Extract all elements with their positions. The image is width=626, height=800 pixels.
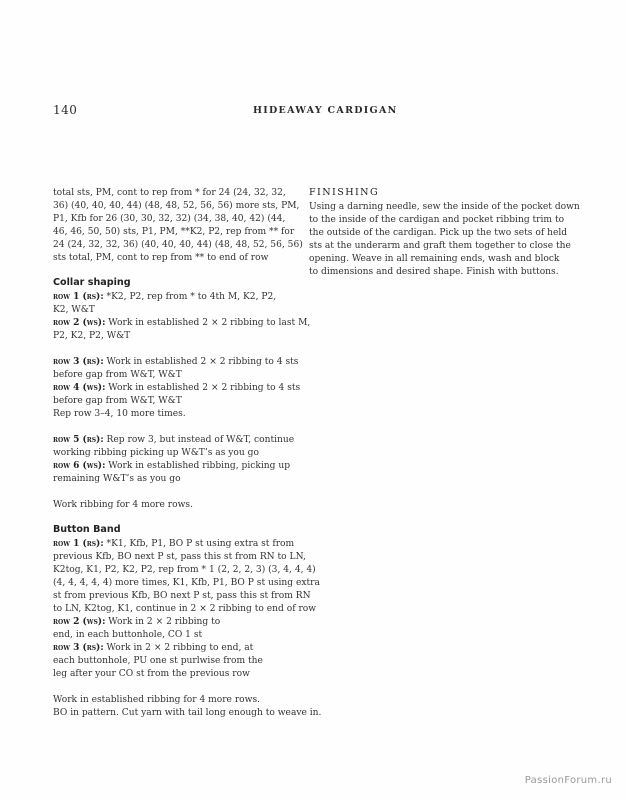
intro-line: 36) (40, 40, 40, 44) (48, 48, 52, 56, 56) more sts, PM, (53, 201, 300, 211)
intro-line: P1, Kfb for 26 (30, 30, 32, 32) (34, 38, 40, 42) (44, (53, 214, 286, 224)
finishing-line: the outside of the cardigan. Pick up the two sets of held (309, 228, 568, 238)
row-text: end, in each buttonhole, CO 1 st (53, 630, 203, 640)
button-band-heading: Button Band (53, 524, 121, 535)
row-label: row 3 (rs): (53, 643, 104, 653)
row-text: st from previous Kfb, BO next P st, pass this st from RN (53, 591, 311, 601)
row-text: K2tog, K1, P2, K2, P2, rep from * 1 (2, 2, 2, 3) (3, 4, 4, 4) (53, 565, 316, 575)
finishing-line: sts at the underarm and graft them together to close the (309, 241, 571, 251)
finishing-line: to dimensions and desired shape. Finish with buttons. (309, 267, 559, 277)
intro-line: 46, 46, 50, 50) sts, P1, PM, **K2, P2, rep from ** for (53, 227, 295, 237)
row-text: K2, W&T (53, 305, 95, 315)
running-title: HIDEAWAY CARDIGAN (253, 105, 398, 116)
row-text: Work in established ribbing, picking up (105, 461, 291, 471)
repeat-line: Rep row 3–4, 10 more times. (53, 409, 186, 419)
finishing-line: Using a darning needle, sew the inside of the pocket down (309, 202, 580, 212)
row-label: row 2 (ws): (53, 318, 106, 328)
button-band-row-1 (53, 538, 295, 551)
collar-closing-line: Work ribbing for 4 more rows. (53, 500, 193, 510)
finishing-line: opening. Weave in all remaining ends, wash and block (309, 254, 560, 264)
collar-row-2 (53, 317, 311, 330)
row-text: (4, 4, 4, 4, 4) more times, K1, Kfb, P1, BO P st using extra (53, 578, 320, 588)
collar-row-6 (53, 460, 291, 473)
collar-row-3 (53, 356, 299, 369)
collar-row-4 (53, 382, 301, 395)
row-text: leg after your CO st from the previous row (53, 669, 250, 679)
row-text: *K1, Kfb, P1, BO P st using extra st from (103, 539, 295, 549)
button-band-row-3 (53, 642, 291, 655)
row-text: Work in 2 × 2 ribbing to end, at (103, 643, 254, 653)
watermark: PassionForum.ru (524, 775, 612, 786)
row-label: row 2 (ws): (53, 617, 106, 627)
row-text: remaining W&T’s as you go (53, 474, 181, 484)
row-label: row 1 (rs): (53, 539, 104, 549)
button-band-row-2 (53, 616, 291, 629)
row-text: *K2, P2, rep from * to 4th M, K2, P2, (103, 292, 277, 302)
row-text: each buttonhole, PU one st purlwise from the (53, 656, 263, 666)
intro-line: 24 (24, 32, 32, 36) (40, 40, 40, 44) (48, 48, 52, 56, 56) (53, 240, 303, 250)
left-column (53, 187, 322, 720)
row-label: row 1 (rs): (53, 292, 104, 302)
row-label: row 3 (rs): (53, 357, 104, 367)
collar-row-5 (53, 434, 295, 447)
intro-line: total sts, PM, cont to rep from * for 24 (24, 32, 32, (53, 188, 286, 198)
collar-row-1 (53, 291, 291, 304)
button-band-closing-line: BO in pattern. Cut yarn with tail long enough to weave in. (53, 708, 322, 718)
button-band-closing-line: Work in established ribbing for 4 more rows. (53, 695, 260, 705)
row-text: Work in 2 × 2 ribbing to (105, 617, 221, 627)
row-text: Work in established 2 × 2 ribbing to last M, (105, 318, 311, 328)
row-text: Work in established 2 × 2 ribbing to 4 sts (103, 357, 299, 367)
row-text: to LN, K2tog, K1, continue in 2 × 2 ribbing to end of row (53, 604, 317, 614)
row-label: row 5 (rs): (53, 435, 104, 445)
row-label: row 6 (ws): (53, 461, 106, 471)
collar-shaping-heading: Collar shaping (53, 277, 131, 288)
intro-line: sts total, PM, cont to rep from ** to end of row (53, 253, 269, 263)
row-text: working ribbing picking up W&T’s as you go (53, 448, 259, 458)
row-label: row 4 (ws): (53, 383, 106, 393)
page-number: 140 (53, 103, 78, 117)
row-text: before gap from W&T, W&T (53, 370, 182, 380)
intro-paragraph (53, 187, 303, 265)
finishing-heading: FINISHING (309, 187, 380, 198)
row-text: P2, K2, P2, W&T (53, 331, 131, 341)
row-text: Rep row 3, but instead of W&T, continue (103, 435, 295, 445)
right-column (309, 186, 580, 279)
row-text: Work in established 2 × 2 ribbing to 4 sts (105, 383, 301, 393)
row-text: before gap from W&T, W&T (53, 396, 182, 406)
row-text: previous Kfb, BO next P st, pass this st from RN to LN, (53, 552, 306, 562)
finishing-line: to the inside of the cardigan and pocket ribbing trim to (309, 215, 565, 225)
